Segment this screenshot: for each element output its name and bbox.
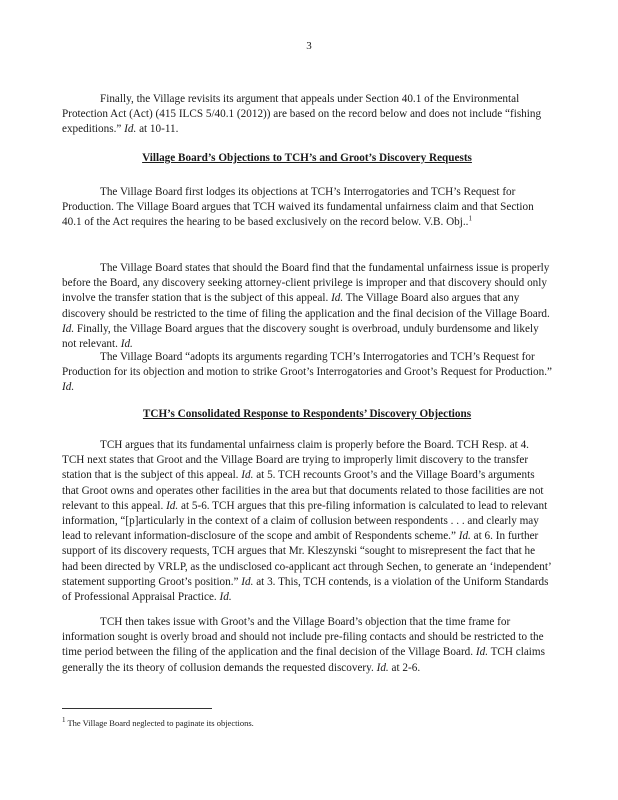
footnote [62, 718, 552, 729]
footnote-ref[interactable]: 1 [468, 214, 472, 223]
paragraph-1: Finally, the Village revisits its argument that appeals under Section 40.1 of the Environmental Protection Act (Act) (415 ILCS 5/40.1 (2012)) are based on the record below and does not include “fishing expeditions.” Id. at 10-11. [62, 93, 542, 136]
page-number: 3 [306, 40, 312, 52]
paragraph-2: The Village Board first lodges its objections at TCH’s Interrogatories and TCH’s Request for Production. The Village Board argues that TCH waived its fundamental unfairness claim and that Section 40.1 of the Act requires the hearing to be based exclusively on the record below. V.B. Obj..$^1$ [62, 186, 534, 229]
footnote-number: 1 [62, 716, 66, 725]
footnote-text: The Village Board neglected to paginate its objections. [67, 718, 254, 728]
paragraph-5: TCH argues that its fundamental unfairness claim is properly before the Board. TCH Resp. at 4. TCH next states that Groot and the Village Board are trying to improperly limit discovery to the transfer station that is the subject of this appeal. Id. at 5. TCH recounts Groot’s and the Village Board’s arguments that Groot owns and operates other facilities in the area but that documents related to those facilities are not relevant to this appeal. Id. at 5-6. TCH argues that this pre-filing information is calculated to lead to relevant information, “[p]articularly in the context of a claim of collusion between respondents . . . and clearly may lead to relevant information-disclosure of the scope and ambit of Respondents scheme.” Id. at 6. In further support of its discovery requests, TCH argues that Mr. Kleszynski “sought to misrepresent the fact that he had been directed by VRLP, as the undisclosed co-applicant act through Sechen, to generate an ‘independent’ statement supporting Groot’s position.” Id. at 3. This, TCH contends, is a violation of the Uniform Standards of Professional Appraisal Practice. Id. [62, 439, 551, 604]
footnote-divider [62, 708, 212, 709]
paragraph-3: The Village Board states that should the Board find that the fundamental unfairness issue is properly before the Board, any discovery seeking attorney-client privilege is improper and that discovery should only involve the transfer station that is the subject of this appeal. Id. The Village Board also argues that any discovery should be restricted to the time of filing the application and the final decision of the Village Board. Id. Finally, the Village Board argues that the discovery sought is overbroad, unduly burdensome and likely not relevant. Id. [62, 262, 550, 351]
paragraph-4: The Village Board “adopts its arguments regarding TCH’s Interrogatories and TCH’s Request for Production for its objection and motion to strike Groot’s Interrogatories and Groot’s Request for Production.” Id. [62, 351, 552, 394]
paragraph-6: TCH then takes issue with Groot’s and the Village Board’s objection that the time frame for information sought is overly broad and should not include pre-filing contacts and should be restricted to the time period between the filing of the application and the final decision of the Village Board. Id. TCH claims generally the its theory of collusion demands the requested discovery. Id. at 2-6. [62, 616, 545, 674]
heading-tch-consolidated-response: TCH’s Consolidated Response to Respondents’ Discovery Objections [142, 408, 472, 420]
heading-village-board-objections: Village Board’s Objections to TCH’s and Groot’s Discovery Requests [142, 152, 472, 164]
